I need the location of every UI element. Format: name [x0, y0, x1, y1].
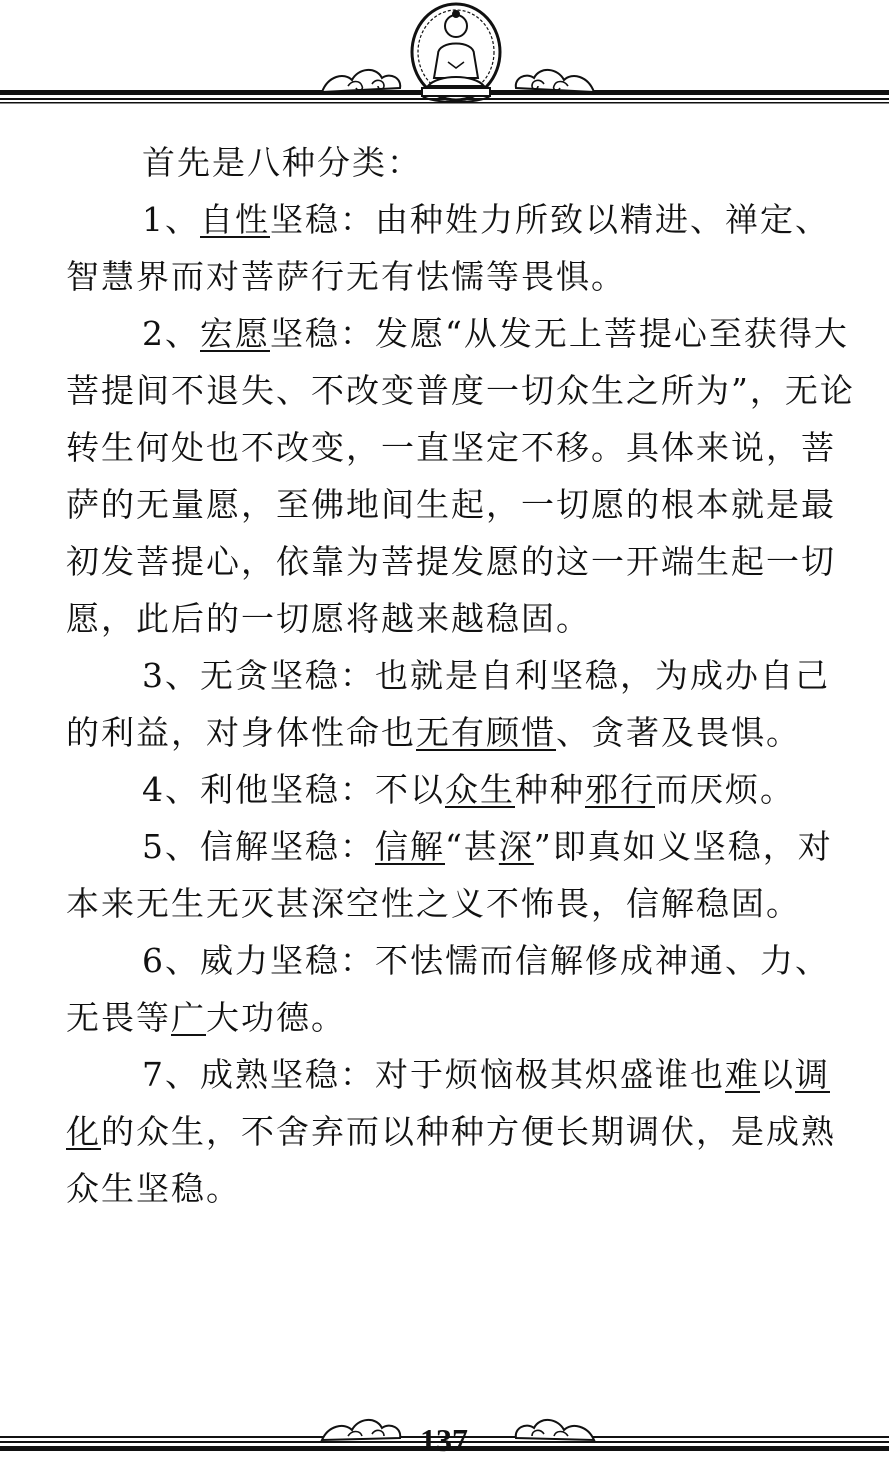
item-number: 1、 [142, 200, 200, 239]
item-6 [66, 932, 856, 1046]
item-number: 2、 [142, 314, 200, 353]
cloud-scroll-icon [318, 1414, 404, 1444]
underlined-term: 调化 [66, 1055, 830, 1151]
item-7 [66, 1046, 856, 1217]
buddha-icon [408, 2, 504, 108]
item-text: 种种 [515, 770, 585, 809]
underlined-term: 邪行 [585, 770, 655, 809]
cloud-scroll-icon [512, 1414, 598, 1444]
underlined-term: 广 [171, 998, 206, 1037]
body-text [66, 134, 856, 1217]
underlined-term: 信解 [375, 827, 445, 866]
item-5 [66, 818, 856, 932]
item-text: 而厌烦。 [655, 770, 795, 809]
item-number: 7、 [142, 1055, 200, 1094]
item-text: 坚稳：发愿“从发无上菩提心至获得大菩提间不退失、不改变普度一切众生之所为”，无论转生何处也不改变，一直坚定不移。具体来说，菩萨的无量愿，至佛地间生起，一切愿的根本就是最初发菩提心，依靠为菩提发愿的这一开端生起一切愿，此后的一切愿将越来越稳固。 [66, 314, 855, 638]
page-number: 137 [420, 1422, 468, 1458]
intro-paragraph [66, 134, 856, 191]
item-text: 成熟坚稳：对于烦恼极其炽盛谁也 [200, 1055, 725, 1094]
item-number: 3、 [142, 656, 200, 695]
underlined-term: 深 [498, 827, 534, 866]
item-4 [66, 761, 856, 818]
item-text: ”即真如义坚稳，对本来无生无灭甚深空性之义不怖畏，信解稳固。 [66, 827, 833, 923]
item-text: 的众生，不舍弃而以种种方便长期调伏，是成熟众生坚稳。 [66, 1112, 836, 1208]
underlined-term: 宏愿 [200, 314, 270, 353]
underlined-term: 难 [725, 1055, 760, 1094]
item-text: 以 [760, 1055, 795, 1094]
underlined-term: 无有顾惜 [416, 713, 556, 752]
cloud-scroll-icon [512, 62, 598, 96]
item-text: “甚 [445, 827, 499, 866]
item-text: 无贪坚稳：也就是自利坚稳，为成办自己的利益，对身体性命也 [66, 656, 830, 752]
intro-text: 首先是八种分类： [142, 143, 422, 182]
item-number: 5、 [142, 827, 200, 866]
item-1 [66, 191, 856, 305]
underlined-term: 众生 [445, 770, 515, 809]
cloud-scroll-icon [318, 62, 404, 96]
item-text: 、贪著及畏惧。 [556, 713, 801, 752]
item-text: 威力坚稳：不怯懦而信解修成神通、力、无畏等 [66, 941, 830, 1037]
item-3 [66, 647, 856, 761]
item-number: 4、 [142, 770, 200, 809]
item-text: 信解坚稳： [200, 827, 375, 866]
item-text: 大功德。 [206, 998, 346, 1037]
item-number: 6、 [142, 941, 200, 980]
item-text: 利他坚稳：不以 [200, 770, 445, 809]
item-text: 坚稳：由种姓力所致以精进、禅定、智慧界而对菩萨行无有怯懦等畏惧。 [66, 200, 830, 296]
item-2 [66, 305, 856, 647]
underlined-term: 自性 [200, 200, 270, 239]
